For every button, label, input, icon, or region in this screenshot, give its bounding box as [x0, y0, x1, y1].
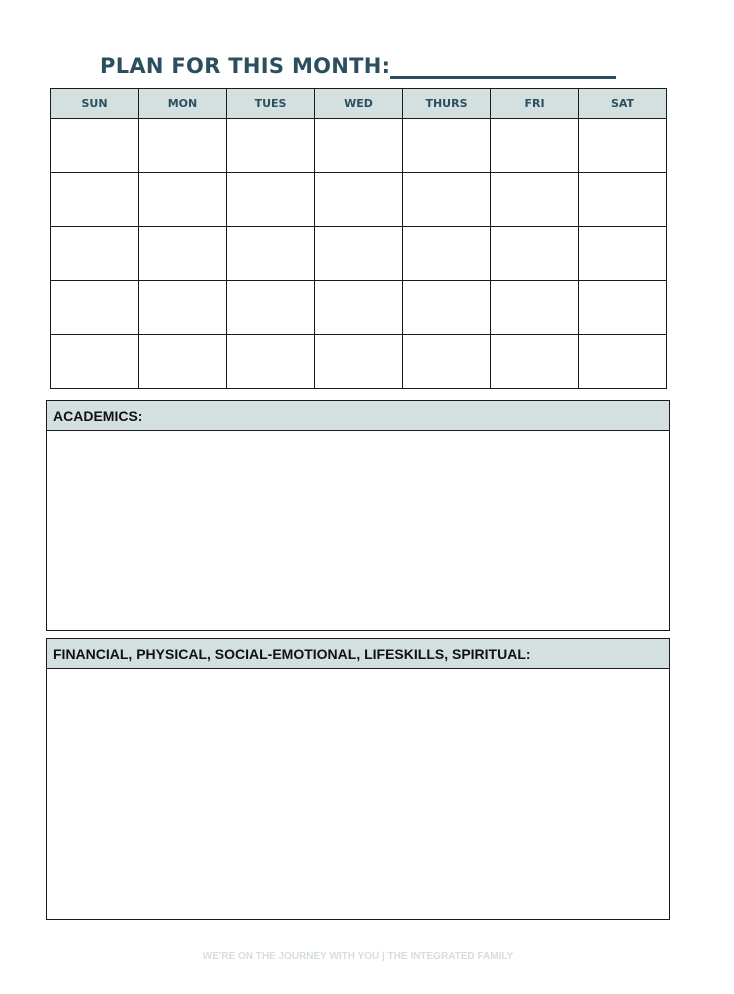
calendar-day-cell[interactable] [51, 227, 139, 281]
calendar-day-cell[interactable] [51, 119, 139, 173]
calendar-week-row [51, 227, 667, 281]
academics-section [46, 400, 670, 631]
life-areas-heading: FINANCIAL, PHYSICAL, SOCIAL-EMOTIONAL, LIFESKILLS, SPIRITUAL: [47, 639, 669, 669]
calendar-day-cell[interactable] [403, 173, 491, 227]
calendar-day-cell[interactable] [227, 119, 315, 173]
calendar-day-cell[interactable] [579, 227, 667, 281]
calendar-day-cell[interactable] [579, 335, 667, 389]
calendar-day-cell[interactable] [491, 119, 579, 173]
footer-tagline: WE'RE ON THE JOURNEY WITH YOU | THE INTEGRATED FAMILY [202, 951, 514, 962]
day-header: THURS [403, 89, 491, 119]
day-header: SUN [51, 89, 139, 119]
calendar-day-cell[interactable] [491, 335, 579, 389]
calendar-day-cell[interactable] [51, 281, 139, 335]
calendar-day-cell[interactable] [139, 281, 227, 335]
page-title-row [100, 54, 620, 86]
calendar-day-cell[interactable] [491, 281, 579, 335]
day-header: SAT [579, 89, 667, 119]
day-header: MON [139, 89, 227, 119]
calendar-day-cell[interactable] [491, 227, 579, 281]
calendar-day-cell[interactable] [579, 173, 667, 227]
academics-heading: ACADEMICS: [47, 401, 669, 431]
day-header: FRI [491, 89, 579, 119]
calendar-weeks [51, 119, 667, 389]
calendar-week-row [51, 281, 667, 335]
calendar-day-cell[interactable] [139, 227, 227, 281]
calendar-day-cell[interactable] [403, 227, 491, 281]
calendar-day-cell[interactable] [227, 335, 315, 389]
calendar-day-cell[interactable] [579, 281, 667, 335]
calendar-day-cell[interactable] [139, 173, 227, 227]
calendar-day-cell[interactable] [403, 335, 491, 389]
life-areas-section [46, 638, 670, 920]
calendar-day-cell[interactable] [51, 335, 139, 389]
calendar-day-cell[interactable] [491, 173, 579, 227]
calendar-day-cell[interactable] [579, 119, 667, 173]
calendar-day-cell[interactable] [315, 227, 403, 281]
calendar-day-cell[interactable] [315, 281, 403, 335]
calendar-day-cell[interactable] [403, 281, 491, 335]
calendar-day-cell[interactable] [139, 119, 227, 173]
calendar-day-cell[interactable] [403, 119, 491, 173]
life-areas-notes-area[interactable] [47, 669, 669, 919]
calendar-week-row [51, 119, 667, 173]
month-blank-line[interactable] [390, 76, 616, 79]
day-header: TUES [227, 89, 315, 119]
day-header: WED [315, 89, 403, 119]
academics-notes-area[interactable] [47, 431, 669, 630]
page-title: PLAN FOR THIS MONTH: [100, 54, 391, 78]
calendar-day-cell[interactable] [227, 173, 315, 227]
month-calendar [50, 88, 667, 389]
calendar-day-cell[interactable] [51, 173, 139, 227]
calendar-day-cell[interactable] [315, 173, 403, 227]
calendar-week-row [51, 173, 667, 227]
calendar-day-cell[interactable] [139, 335, 227, 389]
calendar-day-cell[interactable] [227, 227, 315, 281]
calendar-week-row [51, 335, 667, 389]
calendar-day-cell[interactable] [315, 119, 403, 173]
calendar-day-cell[interactable] [227, 281, 315, 335]
calendar-day-cell[interactable] [315, 335, 403, 389]
calendar-header-row [51, 89, 667, 119]
